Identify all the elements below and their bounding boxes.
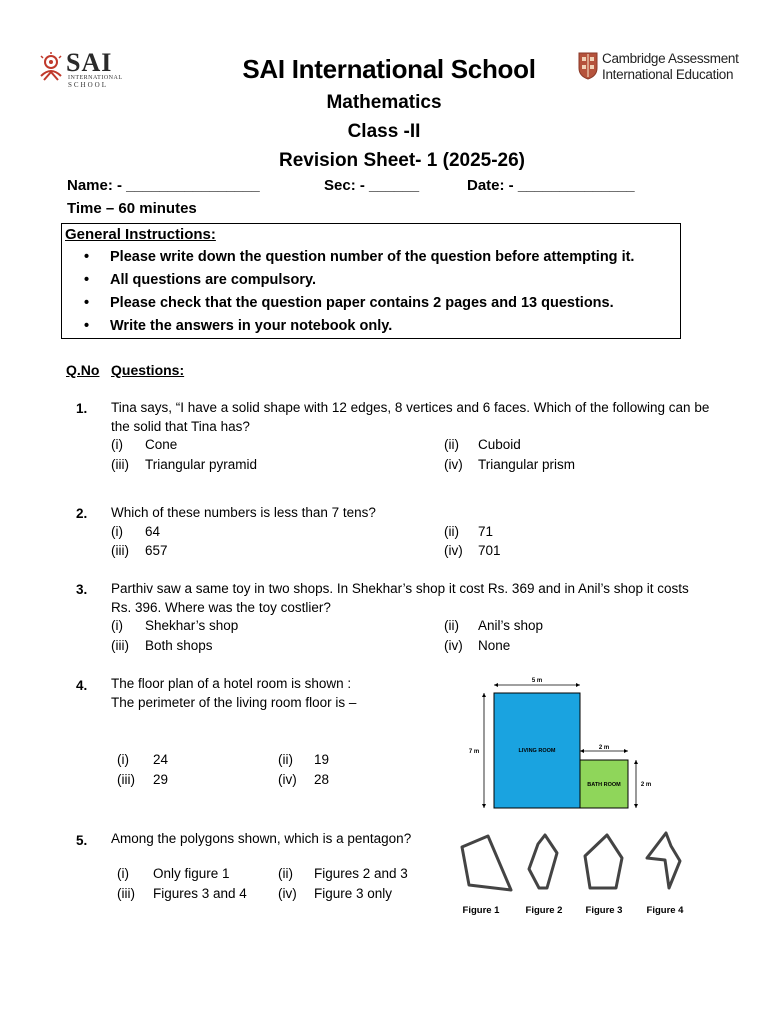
option: (i) 64 bbox=[111, 524, 161, 539]
arrow-icon bbox=[634, 760, 638, 764]
option: (iv) Figure 3 only bbox=[278, 886, 393, 901]
subject-title: Mathematics bbox=[326, 92, 442, 113]
option: (ii) 19 bbox=[278, 752, 330, 767]
arrow-icon bbox=[482, 693, 486, 697]
arrow-icon bbox=[624, 749, 628, 753]
option: (ii) Figures 2 and 3 bbox=[278, 866, 408, 881]
option: (iii) 29 bbox=[117, 772, 169, 787]
figure-label: Figure 1 bbox=[462, 905, 500, 916]
arrow-icon bbox=[580, 749, 584, 753]
question-number: 4. bbox=[76, 678, 88, 693]
option: (iv) 28 bbox=[278, 772, 330, 787]
question-text-line1: The floor plan of a hotel room is shown : bbox=[111, 676, 352, 691]
option: (i) 24 bbox=[117, 752, 169, 767]
option: (i) Cone bbox=[111, 437, 178, 452]
logo-left-text: SAI bbox=[66, 48, 113, 77]
option: (ii) Anil’s shop bbox=[444, 618, 544, 633]
sec-field: Sec: - ______ bbox=[324, 177, 420, 194]
question-text-line2: The perimeter of the living room floor is – bbox=[111, 695, 357, 710]
logo-right-line2: International Education bbox=[602, 67, 734, 82]
instruction-item: • Write the answers in your notebook only. bbox=[84, 318, 393, 334]
arrow-icon bbox=[576, 683, 580, 687]
option: (iii) Figures 3 and 4 bbox=[117, 886, 247, 901]
name-field: Name: - ________________ bbox=[67, 177, 260, 194]
option: (ii) Cuboid bbox=[444, 437, 521, 452]
figure-label: Figure 4 bbox=[646, 905, 684, 916]
general-instructions-box bbox=[61, 223, 681, 339]
option: (i) Only figure 1 bbox=[117, 866, 230, 881]
top-dimension-label: 5 m bbox=[531, 678, 543, 684]
question-number: 2. bbox=[76, 506, 88, 521]
bath-right-dimension-label: 2 m bbox=[640, 782, 652, 788]
question-text: Among the polygons shown, which is a pentagon? bbox=[111, 831, 412, 846]
living-room-label: LIVING ROOM bbox=[518, 748, 556, 754]
option: (iv) None bbox=[444, 638, 511, 653]
bath-top-dimension-label: 2 m bbox=[598, 745, 610, 751]
floor-plan-figure bbox=[462, 675, 662, 815]
time-limit: Time – 60 minutes bbox=[67, 200, 197, 217]
figure-3-pentagon bbox=[585, 835, 622, 888]
arrow-icon bbox=[482, 804, 486, 808]
figure-1-quadrilateral bbox=[462, 836, 511, 890]
figure-label: Figure 2 bbox=[525, 905, 563, 916]
questions-header: Questions: bbox=[111, 362, 185, 378]
class-title: Class -II bbox=[347, 121, 421, 142]
option: (iv) 701 bbox=[444, 543, 501, 558]
date-field: Date: - ______________ bbox=[467, 177, 635, 194]
arrow-icon bbox=[634, 804, 638, 808]
question-number: 1. bbox=[76, 401, 88, 416]
question-text: Tina says, “I have a solid shape with 12 edges, 8 vertices and 6 faces. Which of the following can be the solid that Tina has? bbox=[111, 400, 710, 434]
instructions-heading: General Instructions: bbox=[65, 226, 216, 243]
school-name: SAI International School bbox=[242, 54, 536, 84]
instruction-item: • Please check that the question paper contains 2 pages and 13 questions. bbox=[84, 295, 614, 311]
option: (i) Shekhar’s shop bbox=[111, 618, 239, 633]
option: (iii) Triangular pyramid bbox=[111, 457, 258, 472]
question-number: 3. bbox=[76, 582, 88, 597]
question-text: Parthiv saw a same toy in two shops. In Shekhar’s shop it cost Rs. 369 and in Anil’s shop it costs Rs. 396. Where was the toy costlier? bbox=[111, 581, 689, 615]
instruction-item: • Please write down the question number of the question before attempting it. bbox=[84, 249, 635, 265]
left-dimension-label: 7 m bbox=[468, 749, 480, 755]
option: (ii) 71 bbox=[444, 524, 494, 539]
question-number: 5. bbox=[76, 833, 88, 848]
bath-room-label: BATH ROOM bbox=[587, 782, 621, 788]
logo-left-sub2: SCHOOL bbox=[68, 81, 109, 89]
logo-left-sub1: INTERNATIONAL bbox=[68, 75, 123, 81]
figure-2-hexagon bbox=[529, 835, 557, 888]
option: (iii) 657 bbox=[111, 543, 168, 558]
instruction-item: • All questions are compulsory. bbox=[84, 272, 317, 288]
qno-header: Q.No bbox=[66, 362, 100, 378]
revision-sheet-title: Revision Sheet- 1 (2025-26) bbox=[278, 150, 526, 171]
figure-label: Figure 3 bbox=[585, 905, 623, 916]
option: (iv) Triangular prism bbox=[444, 457, 576, 472]
question-text: Which of these numbers is less than 7 tens? bbox=[111, 505, 376, 520]
logo-right-line1: Cambridge Assessment bbox=[602, 51, 739, 66]
polygons-figure bbox=[455, 828, 695, 920]
arrow-icon bbox=[494, 683, 498, 687]
figure-4-irregular bbox=[647, 833, 680, 888]
option: (iii) Both shops bbox=[111, 638, 213, 653]
